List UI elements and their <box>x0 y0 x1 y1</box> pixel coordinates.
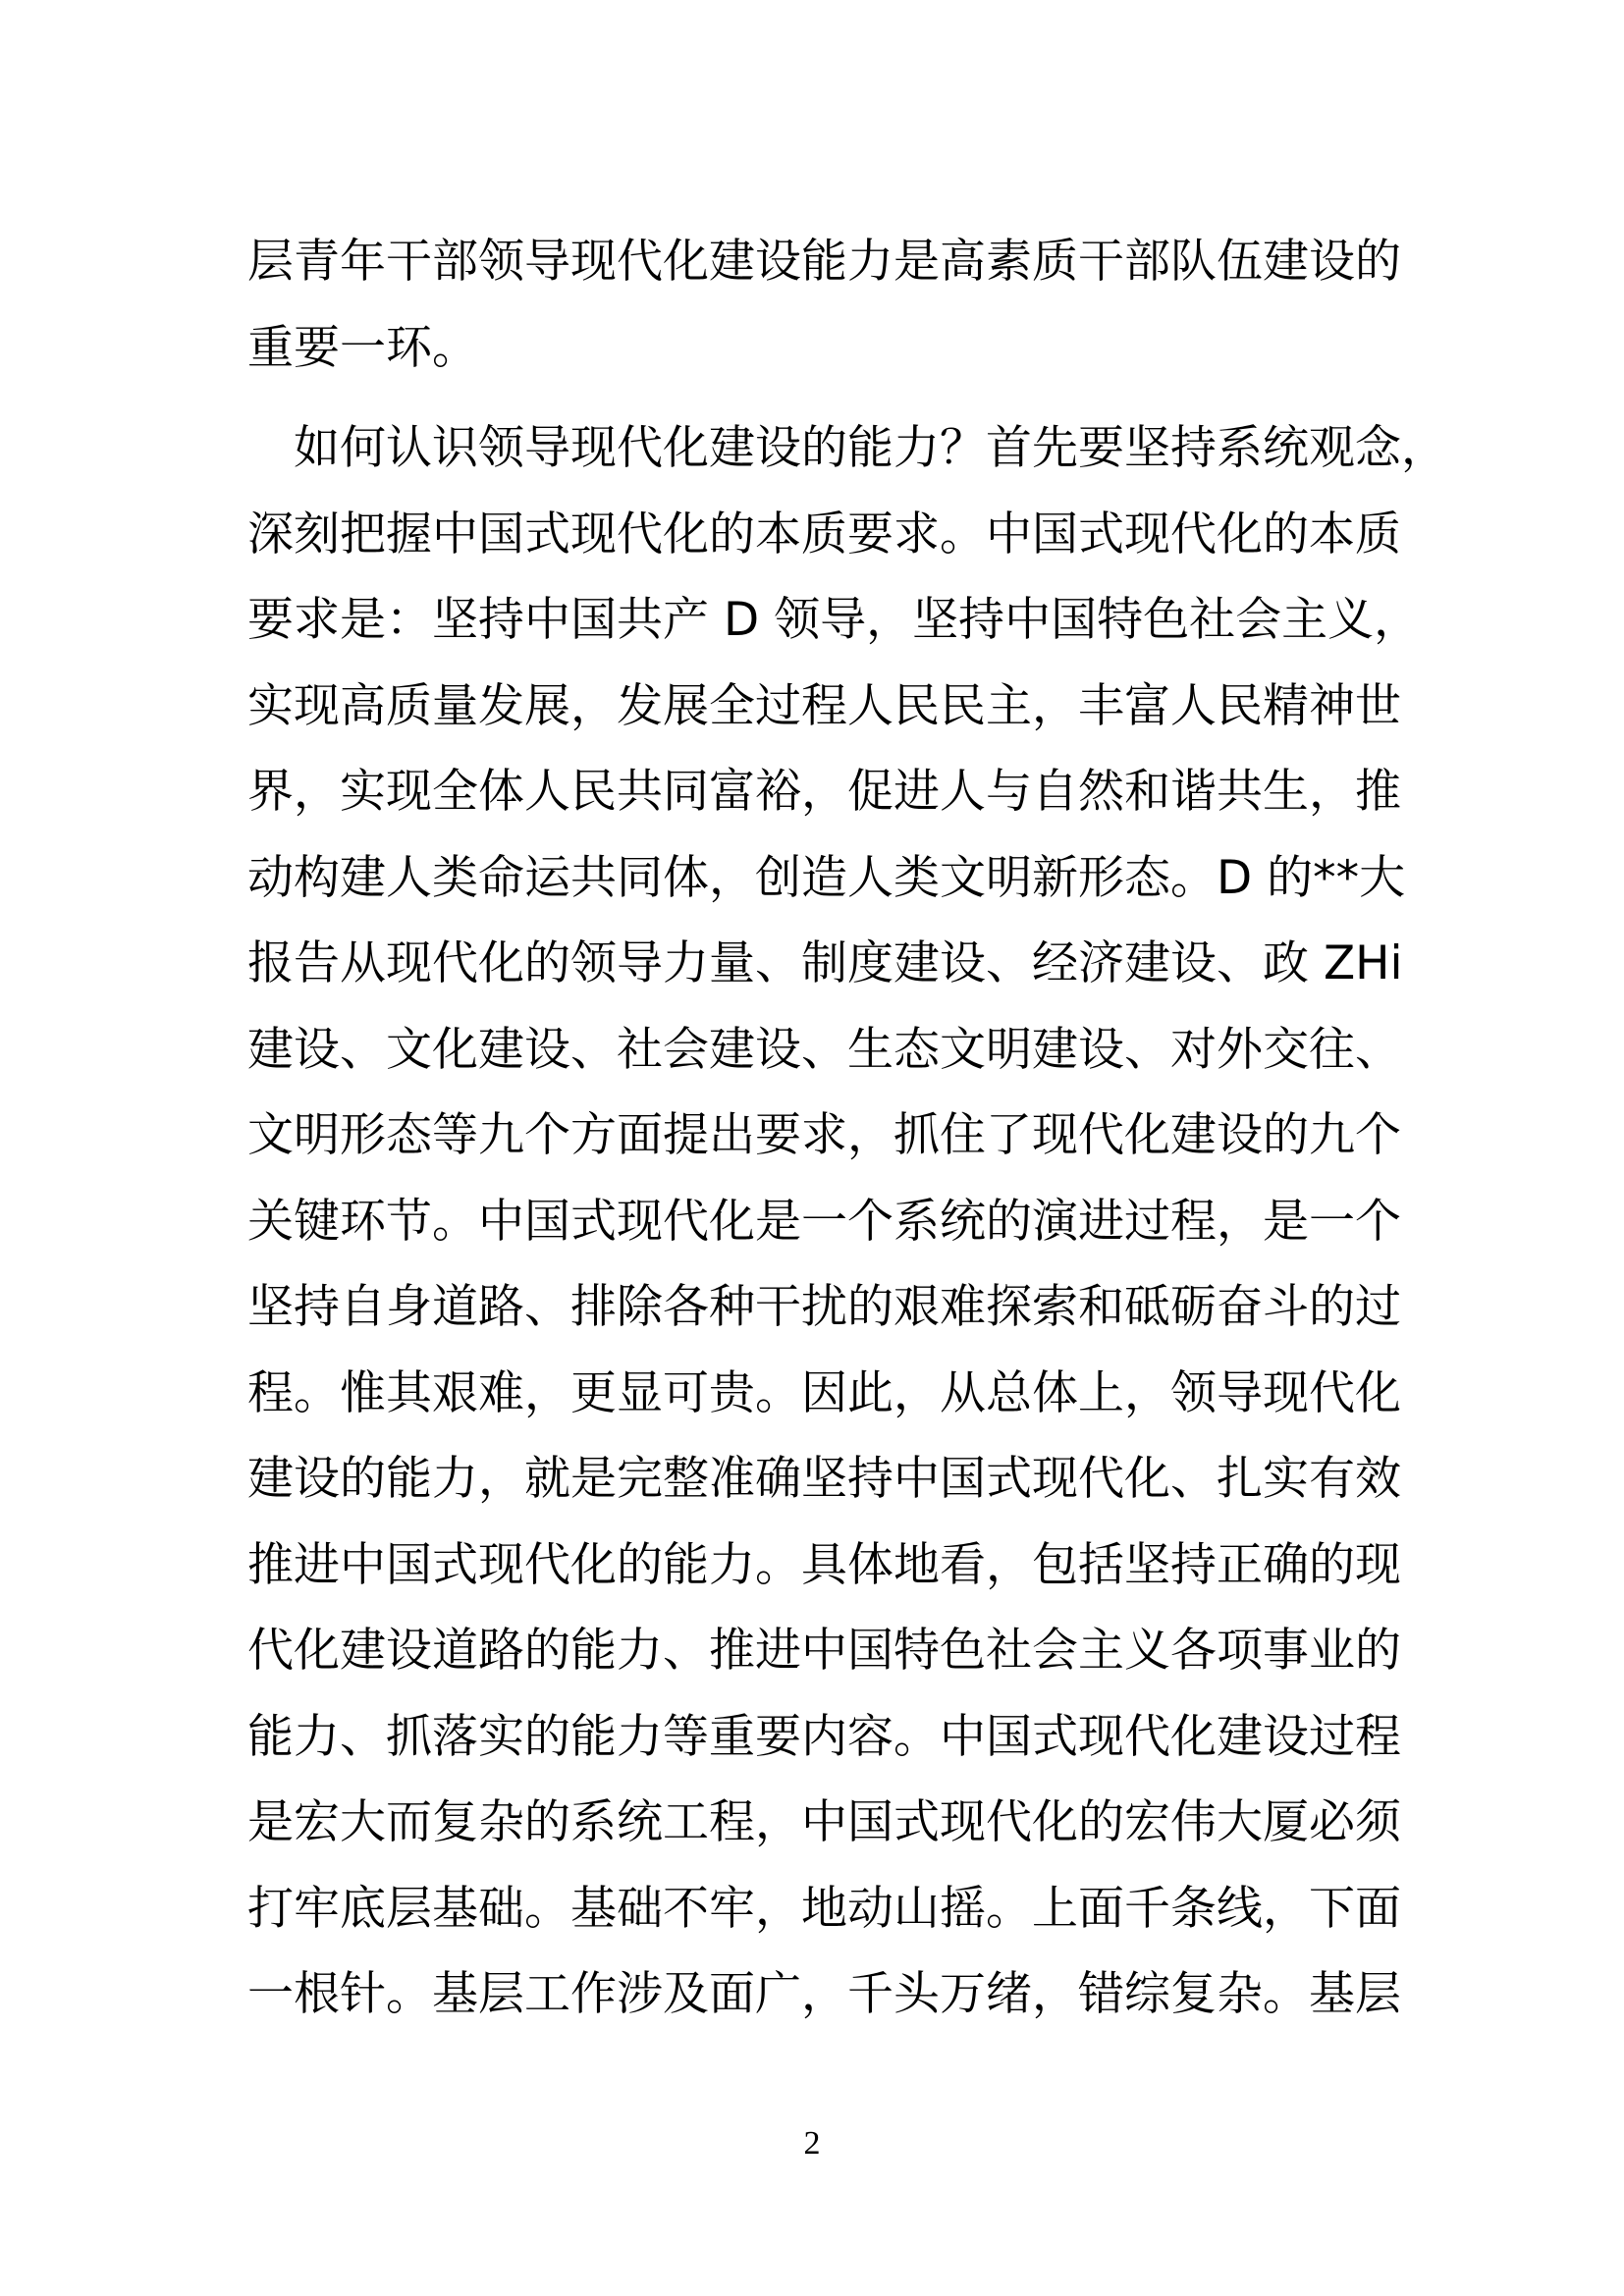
text-line: 关键环节。中国式现代化是一个系统的演进过程，是一个 <box>247 1194 1401 1249</box>
text-line: 重要一环。 <box>247 320 478 375</box>
text-line: 建设、文化建设、社会建设、生态文明建设、对外交往、 <box>247 1022 1401 1077</box>
text-line: 代化建设道路的能力、推进中国特色社会主义各项事业的 <box>247 1624 1401 1678</box>
text-line: 层青年干部领导现代化建设能力是高素质干部队伍建设的 <box>247 235 1401 289</box>
text-line: 报告从现代化的领导力量、制度建设、经济建设、政 ZHi <box>247 936 1403 990</box>
text-line: 是宏大而复杂的系统工程，中国式现代化的宏伟大厦必须 <box>247 1795 1401 1849</box>
text-line: 推进中国式现代化的能力。具体地看，包括坚持正确的现 <box>247 1537 1401 1592</box>
text-line: 能力、抓落实的能力等重要内容。中国式现代化建设过程 <box>247 1709 1401 1764</box>
text-line: 打牢底层基础。基础不牢，地动山摇。上面千条线，下面 <box>247 1881 1401 1936</box>
text-line: 建设的能力，就是完整准确坚持中国式现代化、扎实有效 <box>247 1452 1401 1506</box>
text-line: 深刻把握中国式现代化的本质要求。中国式现代化的本质 <box>247 507 1401 561</box>
page-number: 2 <box>803 2125 821 2162</box>
text-line: 如何认识领导现代化建设的能力？首先要坚持系统观念， <box>247 421 1447 475</box>
text-line: 坚持自身道路、排除各种干扰的艰难探索和砥砺奋斗的过 <box>247 1280 1401 1334</box>
text-line: 程。惟其艰难，更显可贵。因此，从总体上，领导现代化 <box>247 1365 1401 1420</box>
text-line: 实现高质量发展，发展全过程人民民主，丰富人民精神世 <box>247 678 1401 733</box>
text-line: 动构建人类命运共同体，创造人类文明新形态。D 的**大 <box>247 850 1406 905</box>
text-line: 界，实现全体人民共同富裕，促进人与自然和谐共生，推 <box>247 765 1401 819</box>
text-line: 一根针。基层工作涉及面广，千头万绪，错综复杂。基层 <box>247 1967 1401 2021</box>
text-line: 要求是：坚持中国共产 D 领导，坚持中国特色社会主义， <box>247 593 1421 647</box>
text-line: 文明形态等九个方面提出要求，抓住了现代化建设的九个 <box>247 1108 1401 1162</box>
